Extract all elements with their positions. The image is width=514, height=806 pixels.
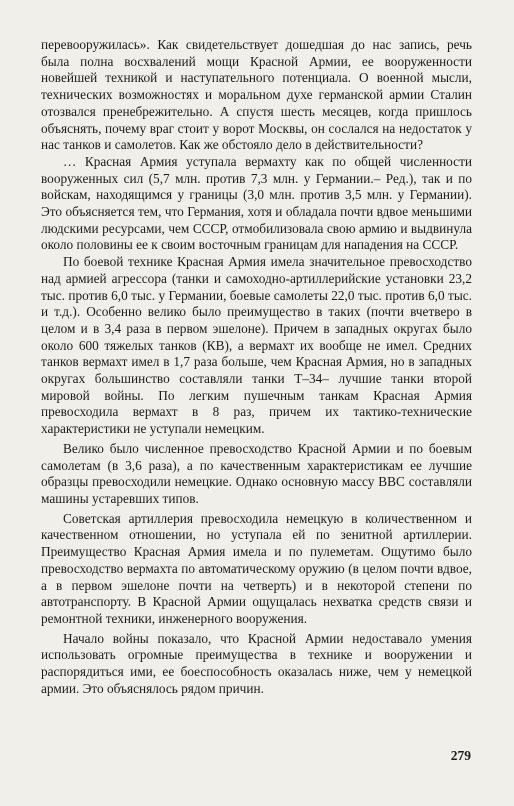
body-text <box>41 37 472 697</box>
paragraph-2: … Красная Армия уступала вермахту как по общей численности вооруженных сил (5,7 млн. против 7,3 млн. у Германии.– Ред.), так и по войскам, находящимся у границы (3,0 млн. против 3,5 млн. у Германии). Это объясняется тем, что Германия, хотя и обладала почти вдвое меньшими людскими ресурсами, чем СССР, отмобилизовала свою армию и выдвинула около половины ее к своим восточным границам для нападения на СССР. <box>41 153 472 253</box>
paragraph-3: По боевой технике Красная Армия имела значительное превосходство над армией агрессора (танки и самоходно-артиллерийские установки 23,2 тыс. против 6,0 тыс. у Германии, боевые самолеты 22,0 тыс. против 6,0 тыс. и т.д.). Особенно велико было преимущество в таких (почти вчетверо в целом и в 3,4 раза в первом эшелоне). Причем в западных округах было около 600 тяжелых танков (КВ), а вермахт их вообще не имел. Средних танков вермахт имел в 1,7 раза больше, чем Красная Армия, но в западных округах большинство составляли танки Т–34– лучшие танки второй мировой войны. По легким пушечным танкам Красная Армия превосходила вермахт в 8 раз, причем их тактико-технические характеристики не уступали немецким. <box>41 254 472 437</box>
paragraph-1: перевооружилась». Как свидетельствует дошедшая до нас запись, речь была полна восхвалений мощи Красной Армии, ее вооруженности новейшей техникой и наступательного потенциала. О военной мысли, технических возможностях и моральном духе германской армии Сталин отозвался пренебрежительно. А спустя шесть месяцев, когда пришлось объяснять, почему враг стоит у ворот Москвы, он сослался на недостаток у нас танков и самолетов. Как же обстояло дело в действительности? <box>41 37 472 153</box>
paragraph-4: Велико было численное превосходство Красной Армии и по боевым самолетам (в 3,6 раза), а по качественным характеристикам ее лучшие образцы превосходили немецкие. Однако основную массу ВВС составляли машины устаревших типов. <box>41 440 472 506</box>
paragraph-6: Начало войны показало, что Красной Армии недоставало умения использовать огромные преимущества в технике и вооружении и распорядиться ими, ее боеспособность оказалась ниже, чем у немецкой армии. Это объяснялось рядом причин. <box>41 630 472 696</box>
paragraph-5: Советская артиллерия превосходила немецкую в количественном и качественном отношении, но уступала ей по зенитной артиллерии. Преимущество Красная Армия имела и по пулеметам. Ощутимо было превосходство вермахта по автоматическому оружию (в целом почти вдвое, а в первом эшелоне почти на четверть) и в некоторой степени по автотранспорту. В Красной Армии ощущалась нехватка средств связи и ремонтной техники, инженерного вооружения. <box>41 510 472 626</box>
page-number: 279 <box>450 748 471 763</box>
